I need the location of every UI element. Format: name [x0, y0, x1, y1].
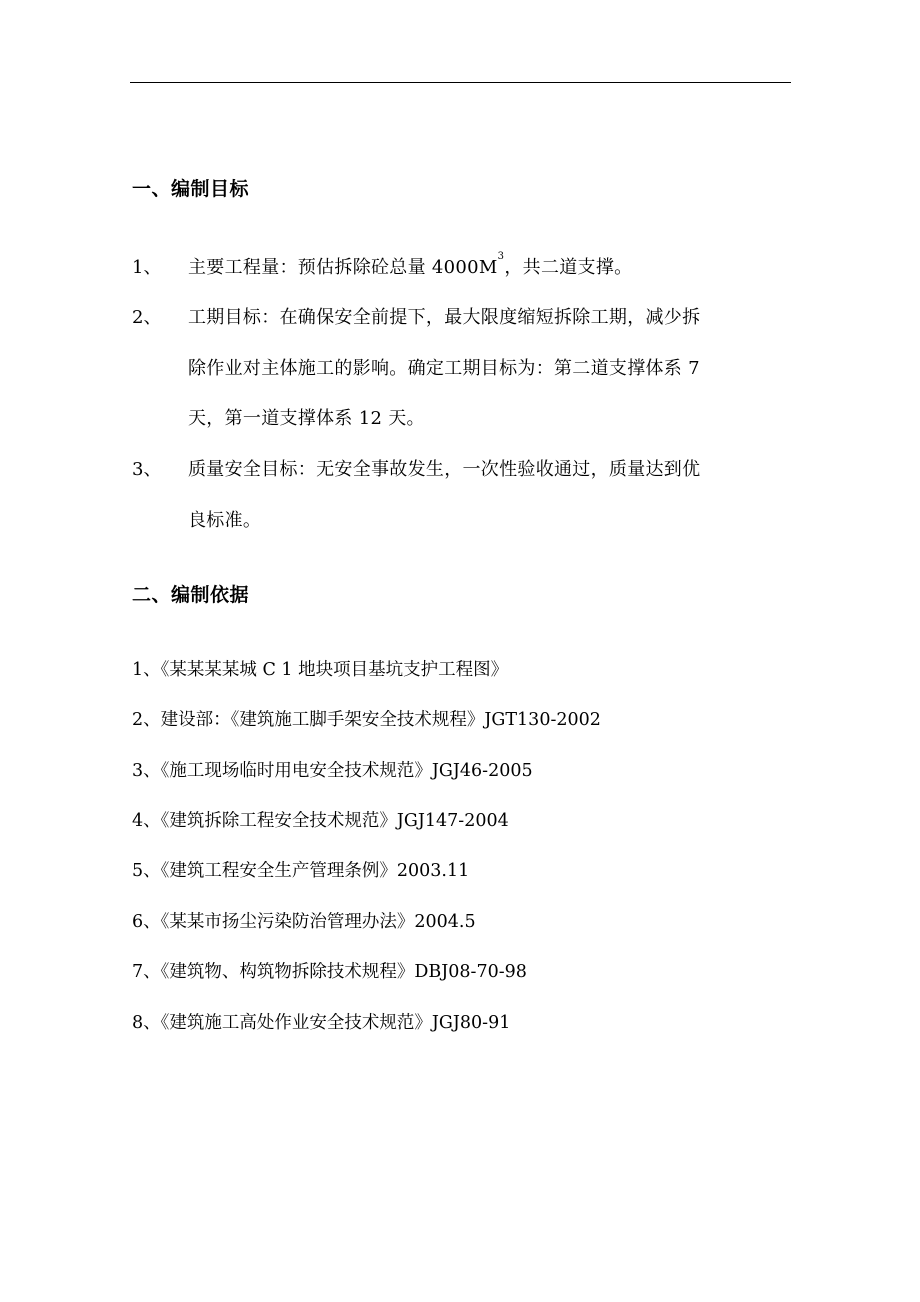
basis-item-7: 7、《建筑物、构筑物拆除技术规程》DBJ08-70-98: [132, 962, 527, 982]
goal-3-line-1: 质量安全目标：无安全事故发生，一次性验收通过，质量达到优: [188, 459, 701, 480]
goal-number-2: 2、: [132, 307, 162, 328]
basis-item-4: 4、《建筑拆除工程安全技术规范》JGJ147-2004: [132, 811, 509, 831]
goal-3-line-2: 良标准。: [188, 510, 262, 531]
basis-item-3: 3、《施工现场临时用电安全技术规范》JGJ46-2005: [132, 761, 533, 781]
goal-2-line-3: 天，第一道支撑体系 12 天。: [188, 408, 425, 429]
section-heading-goals: 一、编制目标: [132, 178, 250, 200]
goal-1-text: [188, 253, 632, 279]
basis-item-1: 1、《某某某某城 C 1 地块项目基坑支护工程图》: [132, 660, 509, 680]
basis-item-6: 6、《某某市扬尘污染防治管理办法》2004.5: [132, 912, 476, 932]
header-rule: [130, 82, 791, 83]
goal-1-text-main: 主要工程量：预估拆除砼总量 4000M: [188, 257, 498, 278]
basis-item-2: 2、建设部：《建筑施工脚手架安全技术规程》JGT130-2002: [132, 710, 601, 730]
goal-1-superscript: 3: [497, 251, 505, 262]
goal-1-text-tail: ，共二道支撑。: [504, 257, 633, 278]
goal-number-3: 3、: [132, 459, 162, 480]
goal-2-line-2: 除作业对主体施工的影响。确定工期目标为：第二道支撑体系 7: [188, 358, 700, 379]
section-heading-basis: 二、编制依据: [132, 584, 250, 606]
basis-item-8: 8、《建筑施工高处作业安全技术规范》JGJ80-91: [132, 1013, 511, 1033]
goal-number-1: 1、: [132, 257, 162, 278]
goal-2-line-1: 工期目标：在确保安全前提下，最大限度缩短拆除工期，减少拆: [188, 307, 701, 328]
basis-item-5: 5、《建筑工程安全生产管理条例》2003.11: [132, 861, 470, 881]
